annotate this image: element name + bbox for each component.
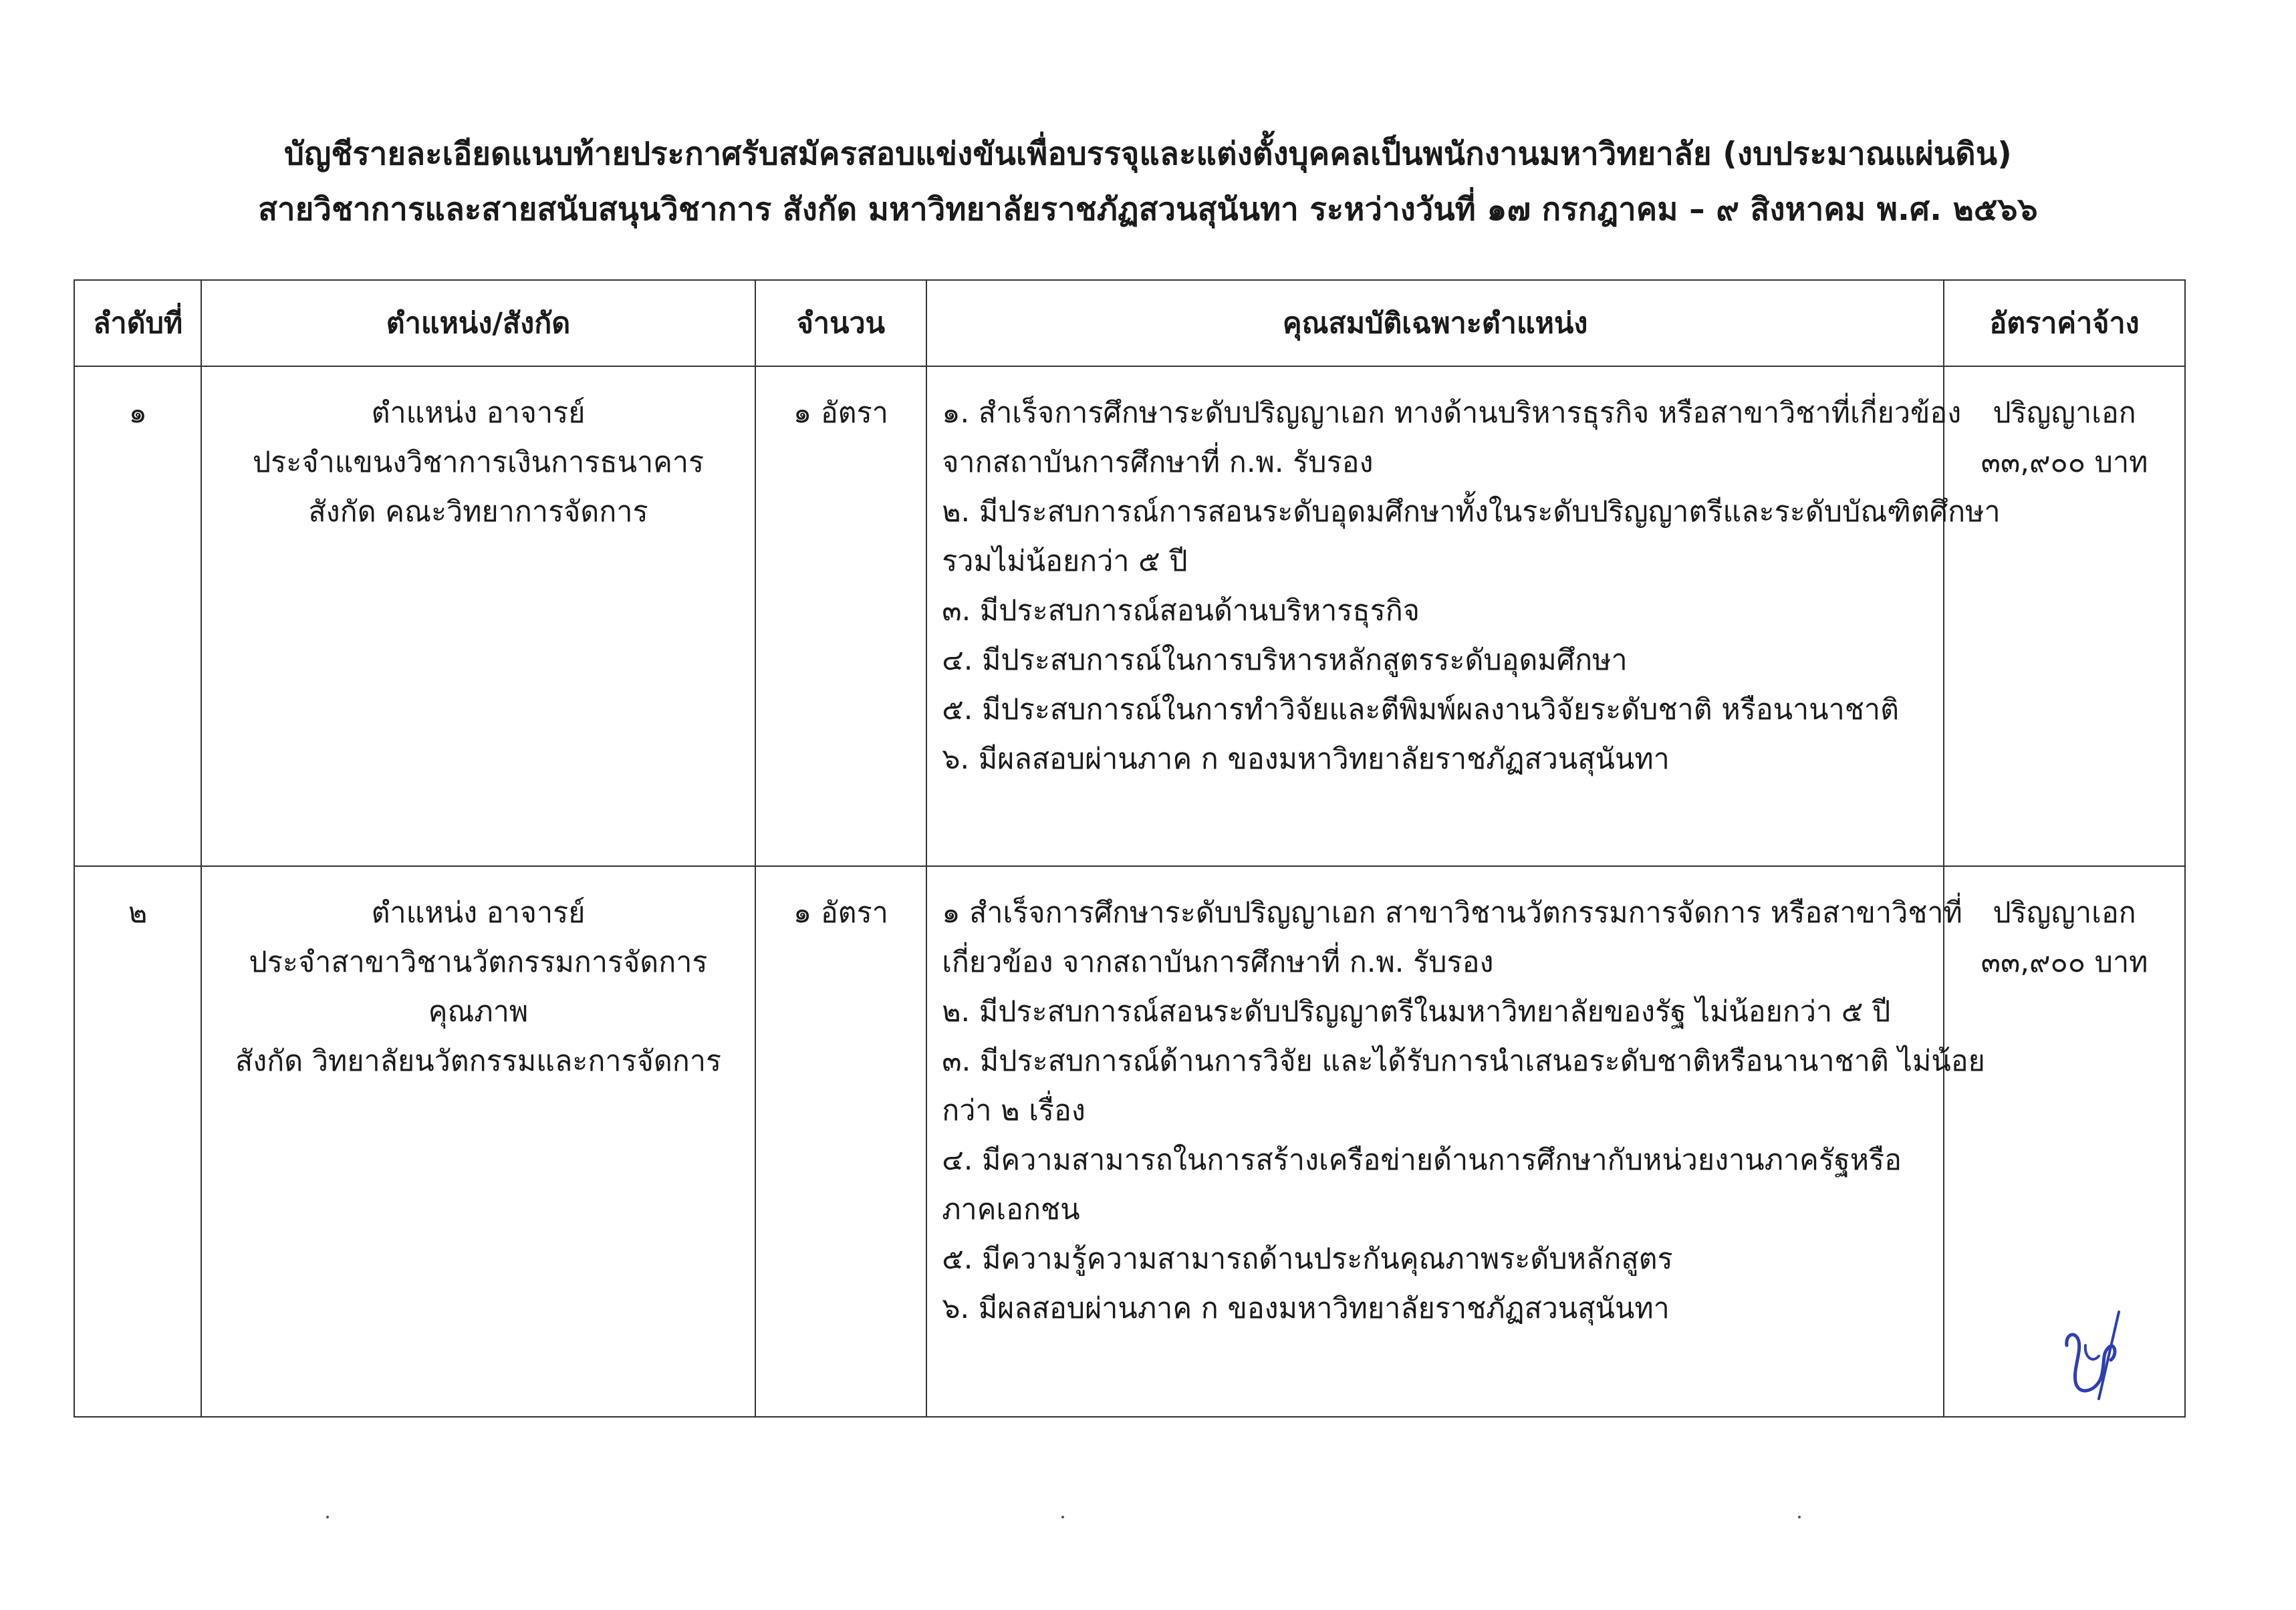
positions-table (74, 279, 2186, 1418)
qualification-line: ๕. มีความรู้ความสามารถด้านประกันคุณภาพระดับหลักสูตร (942, 1242, 1673, 1276)
scan-speck (326, 1516, 329, 1518)
table-row (74, 866, 2185, 1417)
qualification-line: ๖. มีผลสอบผ่านภาค ก ของมหาวิทยาลัยราชภัฏสวนสุนันทา (942, 1292, 1670, 1325)
position-title: ตำแหน่ง อาจารย์ (371, 896, 586, 930)
order-number: ๒ (74, 866, 201, 1417)
qualification-line: กว่า ๒ เรื่อง (942, 1094, 1086, 1127)
column-header-order: ลำดับที่ (74, 280, 201, 366)
table-header-row (74, 280, 2185, 366)
position-affiliation: สังกัด วิทยาลัยนวัตกรรมและการจัดการ (235, 1045, 722, 1078)
pay-amount: ๓๓,๙๐๐ บาท (1981, 446, 2148, 479)
qualification-line: ๓. มีประสบการณ์ด้านการวิจัย และได้รับการนำเสนอระดับชาติหรือนานาชาติ ไม่น้อย (942, 1045, 1985, 1078)
qualification-line: ๑ สำเร็จการศึกษาระดับปริญญาเอก สาขาวิชานวัตกรรมการจัดการ หรือสาขาวิชาที่ (942, 896, 1962, 930)
qualification-line: ภาคเอกชน (942, 1193, 1080, 1226)
table-row (74, 366, 2185, 866)
position-field: ประจำแขนงวิชาการเงินการธนาคาร (252, 446, 705, 479)
position-count: ๑ อัตรา (755, 366, 927, 866)
pay-rate-cell (1944, 366, 2185, 866)
order-number: ๑ (74, 366, 201, 866)
column-header-position: ตำแหน่ง/สังกัด (201, 280, 755, 366)
position-affiliation: สังกัด คณะวิทยาการจัดการ (308, 495, 648, 529)
qualification-line: ๕. มีประสบการณ์ในการทำวิจัยและตีพิมพ์ผลงานวิจัยระดับชาติ หรือนานาชาติ (942, 693, 1899, 726)
column-header-pay-rate: อัตราค่าจ้าง (1944, 280, 2185, 366)
qualifications-cell (926, 866, 1985, 1417)
pay-amount: ๓๓,๙๐๐ บาท (1981, 946, 2148, 979)
position-title: ตำแหน่ง อาจารย์ (371, 396, 586, 430)
qualifications-cell (926, 366, 2001, 866)
position-field-continued: คุณภาพ (428, 995, 529, 1029)
document-title-line-2: สายวิชาการและสายสนับสนุนวิชาการ สังกัด มหาวิทยาลัยราชภัฏสวนสุนันทา ระหว่างวันที่ ๑๗ กรกฎาคม – ๙ สิงหาคม พ.ศ. ๒๕๖๖ (258, 191, 2038, 228)
scan-speck (1798, 1516, 1801, 1518)
scan-speck (1061, 1516, 1064, 1518)
qualification-line: เกี่ยวข้อง จากสถาบันการศึกษาที่ ก.พ. รับรอง (942, 946, 1494, 979)
handwritten-signature (2045, 1307, 2146, 1400)
qualification-line: ๔. มีความสามารถในการสร้างเครือข่ายด้านการศึกษากับหน่วยงานภาครัฐหรือ (942, 1144, 1902, 1177)
qualification-line: รวมไม่น้อยกว่า ๕ ปี (942, 545, 1188, 578)
pay-degree: ปริญญาเอก (1993, 896, 2136, 930)
position-field: ประจำสาขาวิชานวัตกรรมการจัดการ (249, 946, 708, 979)
document-title-line-1: บัญชีรายละเอียดแนบท้ายประกาศรับสมัครสอบแข่งขันเพื่อบรรจุและแต่งตั้งบุคคลเป็นพนักงานมหาวิทยาลัย (งบประมาณแผ่นดิน) (284, 136, 2012, 172)
qualification-line: ๖. มีผลสอบผ่านภาค ก ของมหาวิทยาลัยราชภัฏสวนสุนันทา (942, 743, 1670, 776)
qualification-line: ๒. มีประสบการณ์การสอนระดับอุดมศึกษาทั้งในระดับปริญญาตรีและระดับบัณฑิตศึกษา (942, 495, 2001, 529)
qualification-line: ๒. มีประสบการณ์สอนระดับปริญญาตรีในมหาวิทยาลัยของรัฐ ไม่น้อยกว่า ๕ ปี (942, 995, 1891, 1029)
qualification-line: จากสถาบันการศึกษาที่ ก.พ. รับรอง (942, 446, 1374, 479)
qualification-line: ๔. มีประสบการณ์ในการบริหารหลักสูตรระดับอุดมศึกษา (942, 644, 1628, 677)
qualification-line: ๓. มีประสบการณ์สอนด้านบริหารธุรกิจ (942, 594, 1420, 628)
pay-degree: ปริญญาเอก (1993, 396, 2136, 430)
column-header-count: จำนวน (755, 280, 927, 366)
position-cell (201, 366, 755, 866)
position-cell (201, 866, 755, 1417)
position-count: ๑ อัตรา (755, 866, 927, 1417)
column-header-qualifications: คุณสมบัติเฉพาะตำแหน่ง (926, 280, 1944, 366)
qualification-line: ๑. สำเร็จการศึกษาระดับปริญญาเอก ทางด้านบริหารธุรกิจ หรือสาขาวิชาที่เกี่ยวข้อง (942, 396, 1962, 430)
